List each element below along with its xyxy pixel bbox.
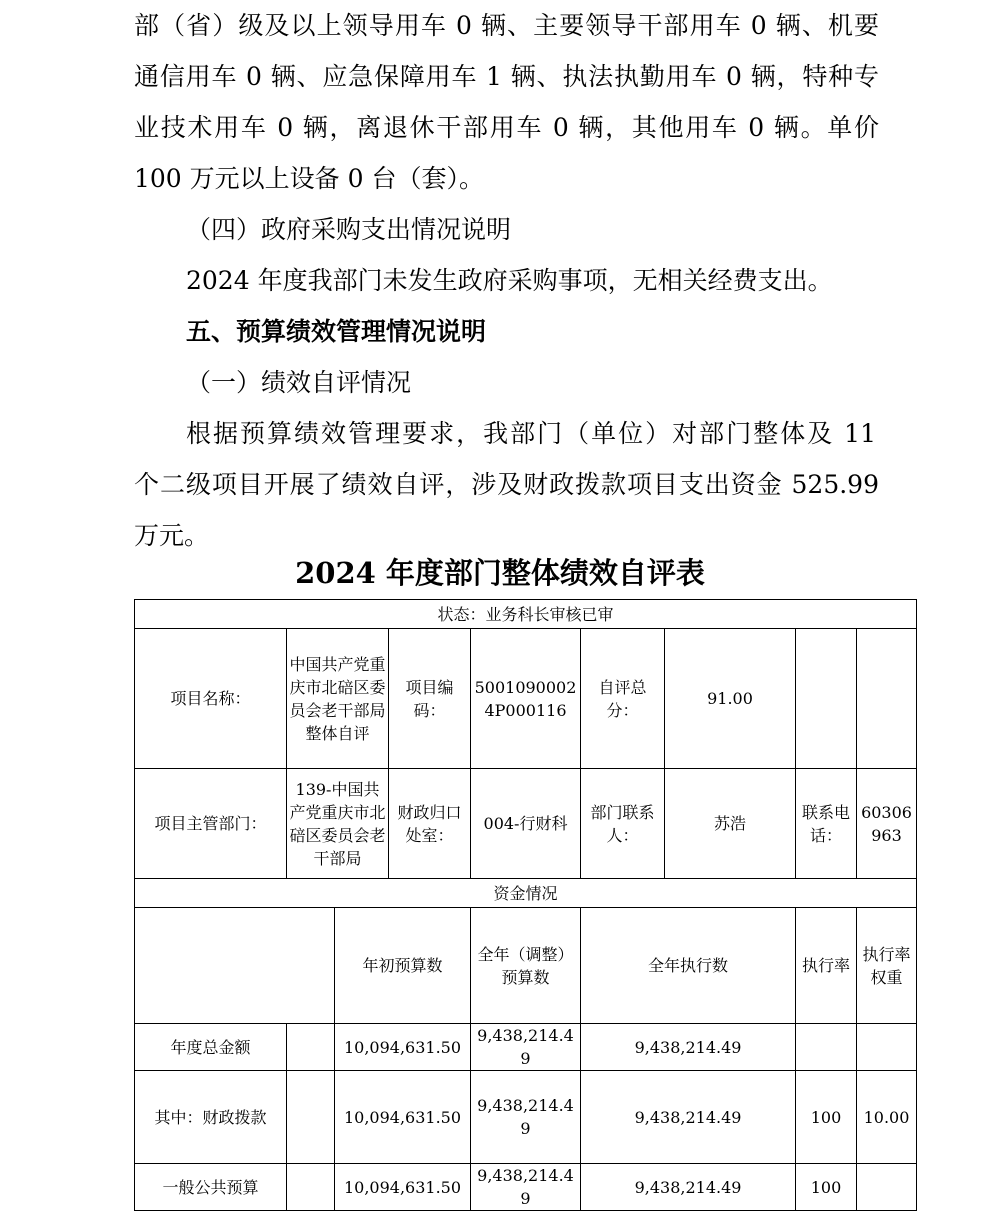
header-initial-budget: 年初预算数 [335, 908, 471, 1024]
header-executed: 全年执行数 [581, 908, 796, 1024]
self-eval-line-1: 根据预算绩效管理要求，我部门（单位）对部门整体及 11 [186, 419, 876, 448]
table-row [135, 1164, 917, 1211]
self-eval-table [134, 599, 917, 1211]
dept-label: 项目主管部门： [135, 769, 287, 879]
row-adjusted: 9,438,214.49 [471, 1071, 581, 1164]
header-adjusted-budget: 全年（调整）预算数 [471, 908, 581, 1024]
fund-section-header: 资金情况 [135, 879, 917, 908]
phone-value: 60306963 [857, 769, 917, 879]
row-initial: 10,094,631.50 [335, 1164, 471, 1211]
contact-label: 部门联系人： [581, 769, 665, 879]
empty-cell [857, 629, 917, 769]
empty-cell [287, 1164, 335, 1211]
row-weight: 10.00 [857, 1071, 917, 1164]
project-code-value: 50010900024P000116 [471, 629, 581, 769]
project-name-value: 中国共产党重庆市北碚区委员会老干部局整体自评 [287, 629, 389, 769]
body-line-2: 通信用车 0 辆、应急保障用车 1 辆、执法执勤用车 0 辆，特种专 [134, 62, 879, 91]
row-adjusted: 9,438,214.49 [471, 1024, 581, 1071]
self-eval-line-3: 万元。 [134, 521, 210, 550]
heading-performance: 五、预算绩效管理情况说明 [186, 317, 487, 346]
body-line-3: 业技术用车 0 辆，离退休干部用车 0 辆，其他用车 0 辆。单价 [134, 113, 879, 142]
row-executed: 9,438,214.49 [581, 1071, 796, 1164]
row-weight [857, 1164, 917, 1211]
project-code-label: 项目编码： [389, 629, 471, 769]
status-cell: 状态：业务科长审核已审 [135, 600, 917, 629]
row-executed: 9,438,214.49 [581, 1164, 796, 1211]
body-line-1: 部（省）级及以上领导用车 0 辆、主要领导干部用车 0 辆、机要 [134, 11, 879, 40]
row-rate [796, 1024, 857, 1071]
header-rate-weight: 执行率权重 [857, 908, 917, 1024]
table-row [135, 1071, 917, 1164]
empty-cell [287, 1071, 335, 1164]
row-label: 年度总金额 [135, 1024, 287, 1071]
row-rate: 100 [796, 1164, 857, 1211]
finance-office-label: 财政归口处室： [389, 769, 471, 879]
empty-cell [287, 1024, 335, 1071]
table-title: 2024 年度部门整体绩效自评表 [295, 556, 705, 590]
empty-cell [796, 629, 857, 769]
contact-value: 苏浩 [665, 769, 796, 879]
project-name-label: 项目名称： [135, 629, 287, 769]
row-adjusted: 9,438,214.49 [471, 1164, 581, 1211]
row-label: 其中：财政拨款 [135, 1071, 287, 1164]
header-exec-rate: 执行率 [796, 908, 857, 1024]
dept-value: 139-中国共产党重庆市北碚区委员会老干部局 [287, 769, 389, 879]
score-label: 自评总分： [581, 629, 665, 769]
heading-procurement: （四）政府采购支出情况说明 [186, 215, 512, 244]
row-initial: 10,094,631.50 [335, 1024, 471, 1071]
row-weight [857, 1024, 917, 1071]
row-executed: 9,438,214.49 [581, 1024, 796, 1071]
procurement-paragraph: 2024 年度我部门未发生政府采购事项，无相关经费支出。 [186, 266, 833, 295]
row-initial: 10,094,631.50 [335, 1071, 471, 1164]
self-eval-line-2: 个二级项目开展了绩效自评，涉及财政拨款项目支出资金 525.99 [134, 470, 879, 499]
score-value: 91.00 [665, 629, 796, 769]
heading-self-evaluation: （一）绩效自评情况 [186, 368, 412, 397]
empty-cell [135, 908, 335, 1024]
finance-office-value: 004-行财科 [471, 769, 581, 879]
row-rate: 100 [796, 1071, 857, 1164]
body-line-4: 100 万元以上设备 0 台（套）。 [134, 164, 484, 193]
table-row [135, 1024, 917, 1071]
phone-label: 联系电话： [796, 769, 857, 879]
row-label: 一般公共预算 [135, 1164, 287, 1211]
